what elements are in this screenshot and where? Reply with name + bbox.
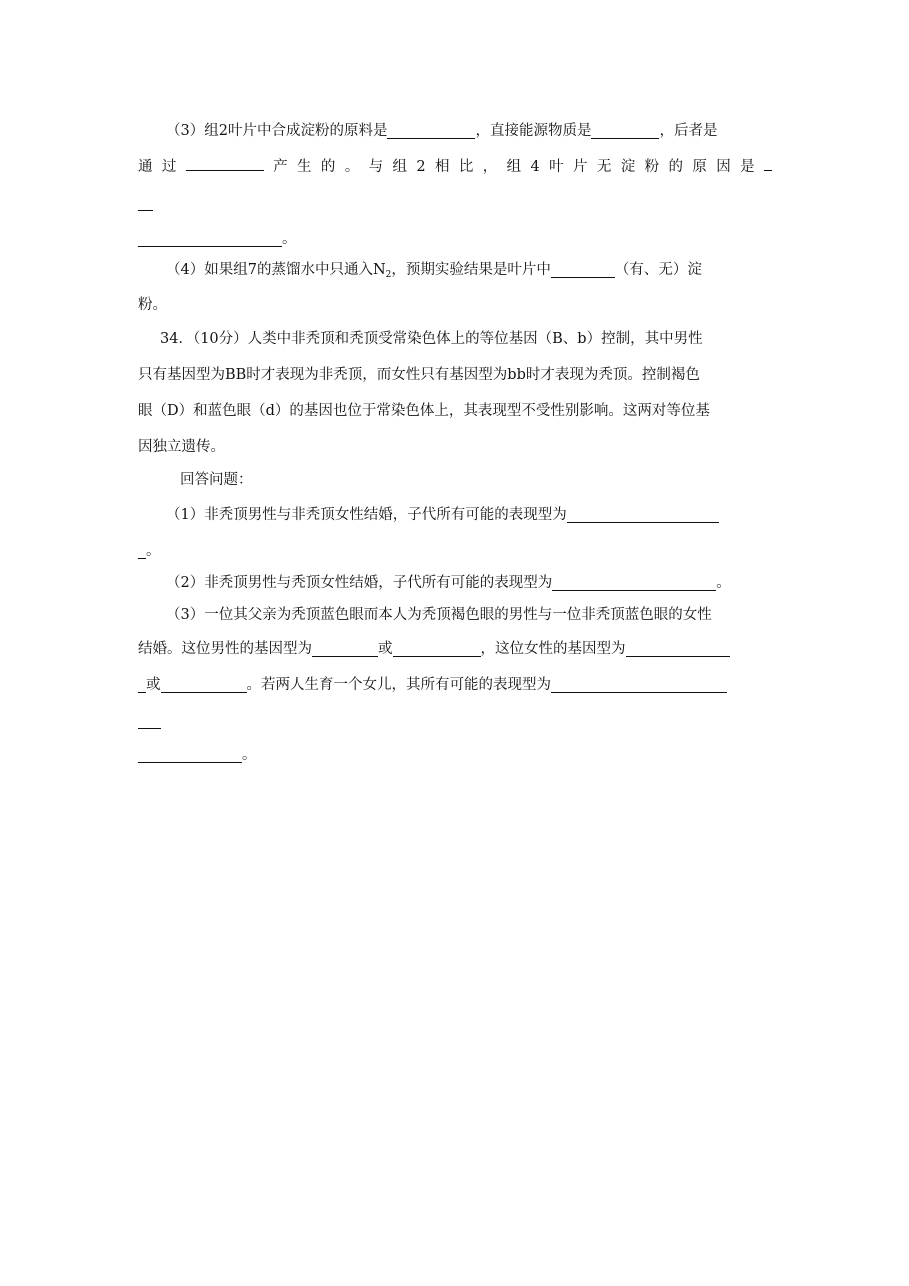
answer-blank[interactable] [161,674,247,693]
answer-blank[interactable] [591,120,659,139]
q34-part2 [166,568,772,598]
q34-part3-line4 [138,706,772,736]
answer-blank[interactable] [138,744,242,763]
text: 是 [740,159,755,175]
text: 相 [434,159,450,175]
q33-part3-line1 [166,116,772,146]
answer-blank[interactable] [186,152,264,171]
text: ， [482,159,498,175]
text: 片 [572,159,588,175]
q34-part1-line2 [138,536,772,566]
answer-blank[interactable] [552,572,716,591]
text: （2）非秃顶男性与秃顶女性结婚，子代所有可能的表现型为 [166,575,553,591]
q33-part3-line2 [138,152,772,182]
text: （4）如果组7的蒸馏水中只通入N [166,262,386,278]
text: 的 [668,159,683,175]
text: ，直接能源物质是 [475,123,592,139]
text: 因 [716,159,731,175]
text: 粉 [644,159,660,175]
text: 粉。 [138,297,167,313]
text: 。 [146,543,161,559]
text: 眼（D）和蓝色眼（d）的基因也位于常染色体上，其表现型不受性别影响。这两对等位基 [138,403,710,419]
text: 回答问题： [180,472,253,488]
q34-part3-line2 [138,634,772,664]
answer-blank[interactable] [138,674,146,693]
text: ，后者是 [659,123,718,139]
text: （3）一位其父亲为秃顶蓝色眼而本人为秃顶褐色眼的男性与一位非秃顶蓝色眼的女性 [166,607,712,623]
q33-part3-line3 [138,188,772,218]
answer-blank[interactable] [764,152,772,171]
answer-blank[interactable] [626,638,730,657]
text: 34．（10分）人类中非秃顶和秃顶受常染色体上的等位基因（B、b）控制，其中男性 [160,331,703,347]
text: 淀 [620,159,636,175]
text: 。 [242,747,257,763]
q33-part3-line4 [138,224,772,254]
answer-blank[interactable] [551,674,727,693]
q33-part4-line2 [138,290,772,320]
text: 与 [368,159,384,175]
text: 生 [297,159,312,175]
text: 组 [392,159,407,175]
text: 。若两人生育一个女儿，其所有可能的表现型为 [246,677,551,693]
q34-prompt [180,465,772,495]
q34-intro-line2 [138,360,772,390]
q34-intro-line4 [138,432,772,462]
q34-part1-line1 [166,500,772,530]
text: 。 [344,159,360,175]
text: 或 [146,677,161,693]
text: 或 [378,641,393,657]
text: （1）非秃顶男性与非秃顶女性结婚，子代所有可能的表现型为 [166,507,567,523]
text: 过 [161,159,177,175]
text: 叶 [549,159,564,175]
answer-blank[interactable] [138,710,161,729]
q33-part4-line1 [166,255,772,285]
q34-part3-line1 [166,600,772,630]
subscript: 2 [385,270,392,280]
answer-blank[interactable] [567,504,719,523]
text: 。 [282,231,297,247]
text: 因独立遗传。 [138,439,225,455]
text: ，预期实验结果是叶片中 [391,262,551,278]
text: （3）组2叶片中合成淀粉的原料是 [166,123,388,139]
answer-blank[interactable] [387,120,475,139]
text: 原 [692,159,707,175]
q34-part3-line5 [138,740,772,770]
answer-blank[interactable] [138,540,146,559]
text: 产 [273,159,288,175]
text: 的 [320,159,336,175]
text: 4 [530,159,540,175]
text: 比 [458,159,474,175]
text: 无 [596,159,612,175]
text: 只有基因型为BB时才表现为非秃顶，而女性只有基因型为bb时才表现为秃顶。控制褐色 [138,367,700,383]
text: ，这位女性的基因型为 [480,641,626,657]
text: 通 [138,159,153,175]
answer-blank[interactable] [393,638,481,657]
answer-blank[interactable] [551,259,615,278]
answer-blank[interactable] [138,192,153,211]
text: 组 [506,159,522,175]
text: 结婚。这位男性的基因型为 [138,641,312,657]
text: 2 [416,159,426,175]
q34-part3-line3 [138,670,772,700]
text: 。 [716,575,731,591]
answer-blank[interactable] [138,228,282,247]
text: （有、无）淀 [614,262,702,278]
q34-intro-line3 [138,396,772,426]
q34-intro-line1 [160,324,766,354]
answer-blank[interactable] [312,638,378,657]
